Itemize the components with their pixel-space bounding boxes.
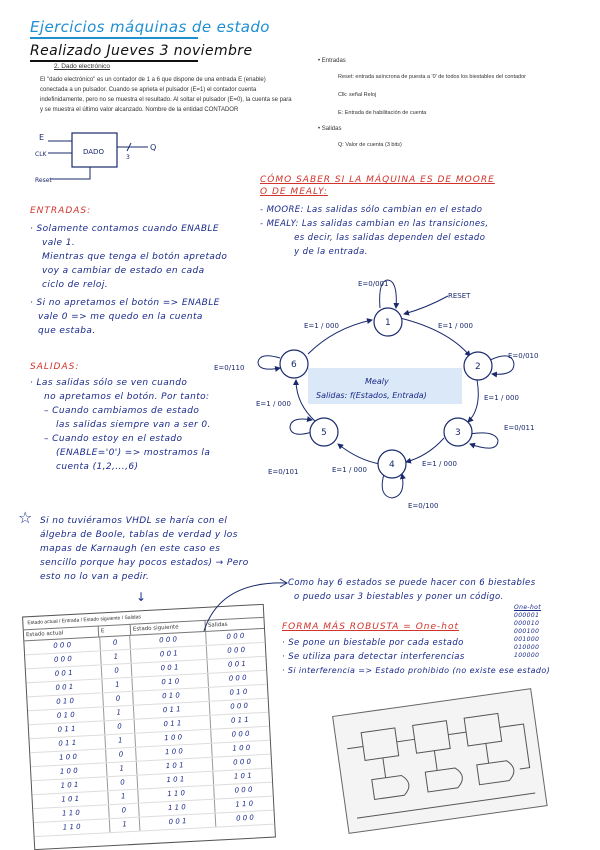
problem-line: El "dado electrónico" es un contador de 1 a 6 que dispone de una entrada E (enable) (40, 77, 266, 83)
page-subtitle: Realizado Jueves 3 noviembre (30, 43, 253, 59)
table-cell: 1 (107, 762, 138, 777)
table-cell: 0 1 0 (132, 674, 209, 691)
table-cell: 0 (108, 776, 139, 791)
biestables-note (288, 576, 536, 604)
table-cell: 1 1 0 (235, 799, 254, 809)
circuit-image (300, 680, 580, 845)
salidas-label: • Salidas (318, 124, 588, 134)
note-line: vale 1. (42, 238, 76, 248)
table-body (24, 629, 274, 837)
mealy-line: es decir, las salidas dependen del estado (260, 233, 486, 243)
self-loop-label: E=0/101 (268, 468, 299, 476)
one-hot-code: 000010 (514, 620, 540, 627)
state-2-label: 2 (475, 362, 481, 372)
table-cell: 0 (103, 692, 134, 707)
star-icon: ☆ (18, 508, 33, 527)
state-4-label: 4 (389, 460, 395, 470)
one-hot-code: 001000 (514, 636, 540, 643)
note-line: Mientras que tenga el botón apretado (42, 252, 228, 262)
star-line: esto no lo van a pedir. (40, 572, 150, 582)
problem-line: conectada a un pulsador. Cuando se aprieta el pulsador (E=1) el contador cuenta (40, 87, 257, 93)
note-line: · Las salidas sólo se ven cuando (30, 378, 188, 388)
title-underline (30, 37, 198, 39)
table-cell: 0 (105, 720, 136, 735)
block-diagram (30, 125, 170, 190)
table-cell: 0 0 1 (27, 679, 104, 696)
table-cell: 1 0 1 (233, 771, 252, 781)
table-cell: 0 0 1 (132, 660, 209, 677)
self-loop-5 (290, 419, 312, 434)
table-cell: 1 (104, 706, 135, 721)
moore-mealy-title: CÓMO SABER SI LA MÁQUINA ES DE MOORE (260, 175, 495, 185)
note-line: · Solamente contamos cuando ENABLE (30, 224, 219, 234)
entradas-item: E: Entrada de habilitación de cuenta (338, 110, 427, 116)
table-cell: 0 0 0 (130, 632, 207, 649)
table-cell: 0 1 0 (28, 707, 105, 724)
table-cell: 0 0 0 (227, 645, 246, 655)
problem-heading: 2. Dado electrónico (54, 63, 111, 70)
self-loop-label: E=0/011 (504, 424, 535, 432)
table-cell: 0 (100, 636, 131, 651)
transition-label: E=1 / 000 (484, 394, 519, 402)
output-q-label: Q (150, 143, 157, 152)
entradas-item: Reset: entrada asíncrona de puesta a '0' de todos los biestables del contador (338, 74, 527, 80)
self-loop-label: E=0/010 (508, 352, 539, 360)
star-note (40, 514, 249, 584)
mealy-line: - MEALY: Las salidas cambian en las transiciones, (260, 219, 489, 229)
table-cell: 0 1 1 (230, 715, 249, 725)
table-cell: 0 1 0 (229, 687, 248, 697)
one-hot-code: 000001 (514, 612, 540, 619)
star-line: Si no tuviéramos VHDL se haría con el (40, 516, 228, 526)
table-cell: 1 1 0 (34, 819, 111, 836)
state-6-label: 6 (291, 360, 297, 370)
table-cell: 0 0 0 (235, 813, 255, 823)
self-loop-label: E=0/001 (358, 280, 389, 288)
table-header: Estado siguiente (131, 621, 206, 635)
self-loop-6 (258, 356, 280, 369)
table-cell: 0 1 0 (133, 688, 210, 705)
table-cell: 0 0 1 (140, 814, 217, 831)
table-cell: 0 0 0 (226, 631, 245, 641)
note-line: (ENABLE='0') => mostramos la (56, 448, 211, 458)
entradas-notes (30, 206, 227, 338)
salidas-notes (30, 362, 211, 474)
self-loop-3 (470, 433, 498, 448)
table-cell: 1 (103, 678, 134, 693)
transition-3-4 (406, 438, 444, 462)
table-cell: 1 (108, 790, 139, 805)
table-cell: 0 1 1 (29, 735, 106, 752)
table-cell: 0 0 0 (230, 701, 249, 711)
transition-label: E=1 / 000 (422, 460, 457, 468)
biestables-line: o puedo usar 3 biestables y poner un código. (294, 592, 504, 602)
page-title: Ejercicios máquinas de estado (30, 18, 270, 36)
io-list (318, 56, 588, 150)
one-hot-line: · Si interferencia => Estado prohibido (no existe ese estado) (282, 666, 551, 675)
note-line: las salidas siempre van a ser 0. (56, 420, 211, 430)
star-line: sencillo porque hay pocos estados) → Pero (40, 558, 249, 568)
table-header: E (99, 625, 131, 637)
one-hot-code: 000100 (514, 628, 540, 635)
mealy-formula: Salidas: f(Estados, Entrada) (316, 391, 427, 400)
one-hot-codes (514, 604, 541, 660)
table-cell: 1 0 1 (138, 772, 215, 789)
reset-text: RESET (448, 292, 471, 300)
transition-label: E=1 / 000 (438, 322, 473, 330)
table-cell: 1 0 0 (232, 743, 251, 753)
state-diagram (212, 268, 596, 520)
table-header: Salidas (207, 621, 228, 629)
note-line: voy a cambiar de estado en cada (42, 266, 205, 276)
table-cell: 1 0 1 (137, 758, 214, 775)
link-arrow-path (204, 583, 286, 631)
table-cell: 0 1 0 (27, 693, 104, 710)
reset-label: Reset (35, 177, 52, 184)
table-cell: 1 0 0 (135, 730, 212, 747)
self-loop-label: E=0/100 (408, 502, 439, 510)
table-cell: 1 (110, 818, 141, 833)
state-5-label: 5 (321, 428, 327, 438)
circuit-frame (333, 689, 547, 834)
table-cell: 0 1 1 (135, 716, 212, 733)
table-cell: 0 (106, 748, 137, 763)
note-line: – Cuando estoy en el estado (44, 434, 183, 444)
one-hot-code: 100000 (514, 652, 540, 659)
note-line: no apretamos el botón. Por tanto: (44, 392, 210, 402)
dado-label: DADO (83, 148, 104, 156)
table-cell: 0 (102, 664, 133, 679)
salidas-title: SALIDAS: (30, 362, 80, 372)
table-cell: 0 0 1 (26, 665, 103, 682)
moore-mealy-title-2: O DE MEALY: (260, 187, 328, 197)
table-cell: 1 (106, 734, 137, 749)
table-cell: 0 (109, 804, 140, 819)
state-3-label: 3 (455, 428, 461, 438)
table-cell: 0 0 1 (227, 659, 247, 669)
transition-label: E=1 / 000 (304, 322, 339, 330)
entradas-item: Clk: señal Reloj (338, 92, 377, 98)
table-cell: 1 0 1 (32, 791, 109, 808)
note-line: cuenta (1,2,...,6) (56, 462, 139, 472)
note-line: vale 0 => me quedo en la cuenta (38, 312, 203, 322)
truth-table (22, 604, 276, 850)
star-line: mapas de Karnaugh (en este caso es (40, 544, 221, 554)
table-caption: Estado actual / Entrada / Estado siguiente / Salidas (23, 605, 263, 631)
bus-width-label: 3 (126, 154, 130, 161)
one-hot-title: FORMA MÁS ROBUSTA = One-hot (282, 622, 460, 632)
table-cell: 1 0 0 (136, 744, 213, 761)
one-hot-notes (282, 622, 550, 678)
entradas-label: • Entradas (318, 56, 588, 66)
reset-wire (50, 167, 90, 179)
transition-label: E=1 / 000 (256, 400, 291, 408)
table-cell: 1 0 1 (32, 777, 109, 794)
one-hot-line: · Se utiliza para detectar interferencias (282, 652, 465, 662)
problem-statement (40, 62, 292, 115)
note-line: ciclo de reloj. (42, 280, 108, 290)
table-cell: 1 1 0 (139, 800, 216, 817)
table-cell: 1 0 0 (31, 763, 108, 780)
table-cell: 0 0 0 (24, 637, 101, 654)
note-line: que estaba. (38, 326, 96, 336)
table-cell: 0 0 0 (25, 651, 102, 668)
link-arrow (200, 575, 290, 635)
star-line: álgebra de Boole, tablas de verdad y los (40, 530, 238, 540)
entradas-title: ENTRADAS: (30, 206, 92, 216)
state-1-label: 1 (385, 318, 391, 328)
note-line: – Cuando cambiamos de estado (44, 406, 200, 416)
table-header: Estado actual (24, 626, 99, 640)
moore-line: - MOORE: Las salidas sólo cambian en el estado (260, 205, 483, 215)
table-cell: 0 0 0 (231, 729, 250, 739)
transition-4-5 (338, 444, 380, 464)
reset-arrow (404, 296, 448, 314)
table-cell: 0 1 1 (134, 702, 211, 719)
note-line: · Si no apretamos el botón => ENABLE (30, 298, 220, 308)
problem-line: indefinidamente, pero no se muestra el resultado. Al soltar el pulsador (E=0), la cuenta se para (40, 97, 292, 103)
table-cell: 1 1 0 (33, 805, 110, 822)
problem-line: y se muestra el último valor alcanzado. Nombre de la entidad CONTADOR (40, 107, 239, 113)
table-cell: 1 0 0 (30, 749, 107, 766)
table-cell: 0 0 0 (234, 785, 253, 795)
mealy-title: Mealy (365, 377, 389, 386)
table-cell: 0 1 1 (29, 721, 106, 738)
transition-2-3 (468, 380, 478, 422)
salidas-item: Q: Valor de cuenta (3 bits) (338, 142, 402, 148)
one-hot-line: · Se pone un biestable por cada estado (282, 638, 464, 648)
table-cell: 1 (101, 650, 132, 665)
table-cell: 0 0 1 (131, 646, 208, 663)
input-e-label: E (39, 133, 45, 142)
table-cell: 1 1 0 (138, 786, 215, 803)
down-arrow: ↓ (136, 590, 147, 604)
transition-label: E=1 / 000 (332, 466, 367, 474)
mealy-line: y de la entrada. (260, 247, 368, 257)
input-clk-label: CLK (35, 151, 47, 158)
moore-mealy-notes (260, 175, 495, 259)
one-hot-list-title: One-hot (514, 604, 542, 611)
table-cell: 0 0 0 (228, 673, 247, 683)
self-loop-label: E=0/110 (214, 364, 245, 372)
table-cell: 0 0 0 (232, 757, 252, 767)
biestables-line: Como hay 6 estados se puede hacer con 6 biestables (288, 578, 536, 588)
one-hot-code: 010000 (514, 644, 540, 651)
